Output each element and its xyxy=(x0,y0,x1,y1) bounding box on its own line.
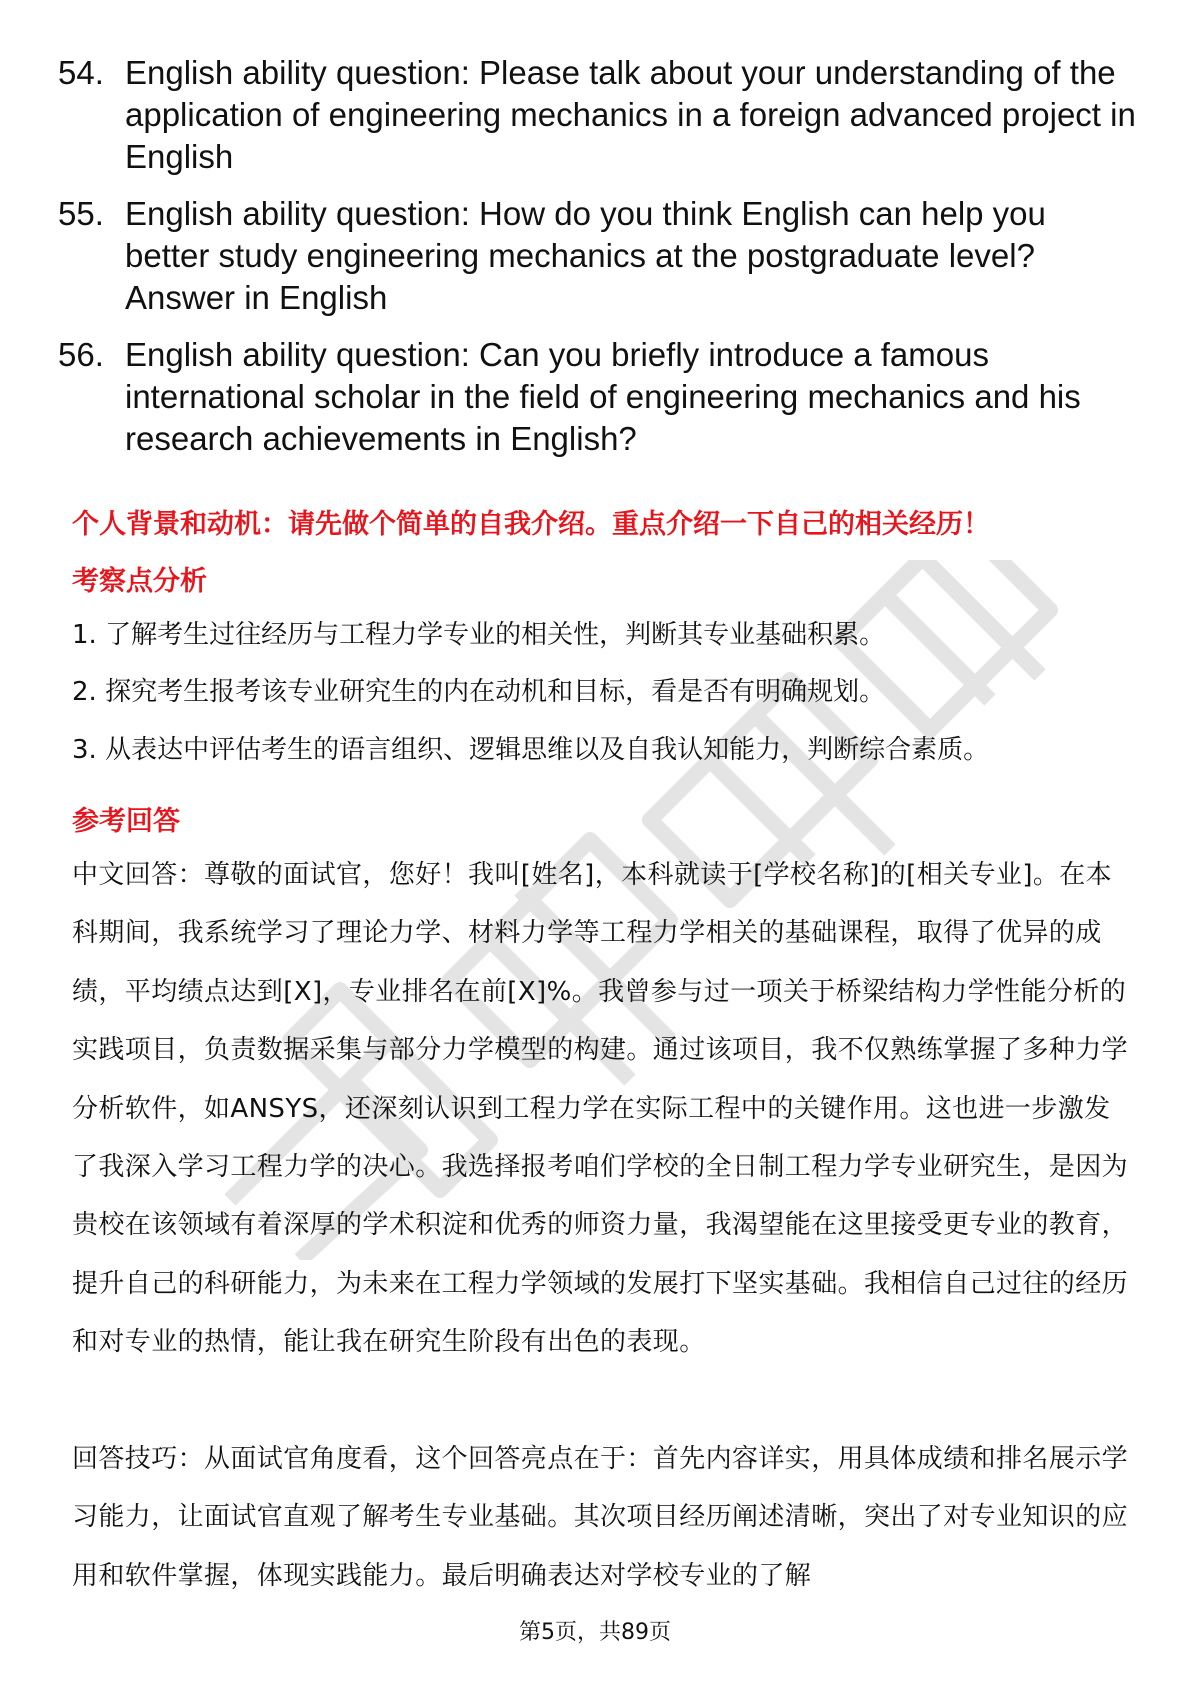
english-question-list xyxy=(58,52,1138,475)
question-number: 54. xyxy=(58,54,104,91)
chinese-answer-paragraph: 中文回答：尊敬的面试官，您好！我叫[姓名]，本科就读于[学校名称]的[相关专业]。在本科期间，我系统学习了理论力学、材料力学等工程力学相关的基础课程，取得了优异的成绩，平均绩点达到[X]，专业排名在前[X]%。我曾参与过一项关于桥梁结构力学性能分析的实践项目，负责数据采集与部分力学模型的构建。通过该项目，我不仅熟练掌握了多种力学分析软件，如ANSYS，还深刻认识到工程力学在实际工程中的关键作用。这也进一步激发了我深入学习工程力学的决心。我选择报考咱们学校的全日制工程力学专业研究生，是因为贵校在该领域有着深厚的学术积淀和优秀的师资力量，我渴望能在这里接受更专业的教育，提升自己的科研能力，为未来在工程力学领域的发展打下坚实基础。我相信自己过往的经历和对专业的热情，能让我在研究生阶段有出色的表现。 xyxy=(72,860,1129,1358)
question-text: English ability question: Can you briefly introduce a famous international scholar in the field of engineering mechanics and his research achievements in English? xyxy=(125,336,1081,457)
question-56 xyxy=(58,334,1138,460)
analysis-point-3: 3. 从表达中评估考生的语言组织、逻辑思维以及自我认知能力，判断综合素质。 xyxy=(72,735,990,765)
question-text: English ability question: How do you think English can help you better study engineering mechanics at the postgraduate level? Answer in English xyxy=(125,195,1046,316)
analysis-point-1: 1. 了解考生过往经历与工程力学专业的相关性，判断其专业基础积累。 xyxy=(72,620,886,650)
question-54 xyxy=(58,52,1138,178)
question-text: English ability question: Please talk about your understanding of the application of engineering mechanics in a foreign advanced project in English xyxy=(125,54,1136,175)
answer-tips-paragraph: 回答技巧：从面试官角度看，这个回答亮点在于：首先内容详实，用具体成绩和排名展示学习能力，让面试官直观了解考生专业基础。其次项目经历阐述清晰，突出了对专业知识的应用和软件掌握，体现实践能力。最后明确表达对学校专业的了解 xyxy=(72,1444,1129,1591)
analysis-point-2: 2. 探究考生报考该专业研究生的内在动机和目标，看是否有明确规划。 xyxy=(72,677,886,707)
analysis-heading: 考察点分析 xyxy=(72,566,207,597)
section-title: 个人背景和动机：请先做个简单的自我介绍。重点介绍一下自己的相关经历！ xyxy=(72,509,990,540)
page-footer: 第5页，共89页 xyxy=(519,1620,671,1645)
question-55 xyxy=(58,193,1138,319)
question-number: 56. xyxy=(58,336,104,373)
answer-heading: 参考回答 xyxy=(72,806,180,837)
question-number: 55. xyxy=(58,195,104,232)
